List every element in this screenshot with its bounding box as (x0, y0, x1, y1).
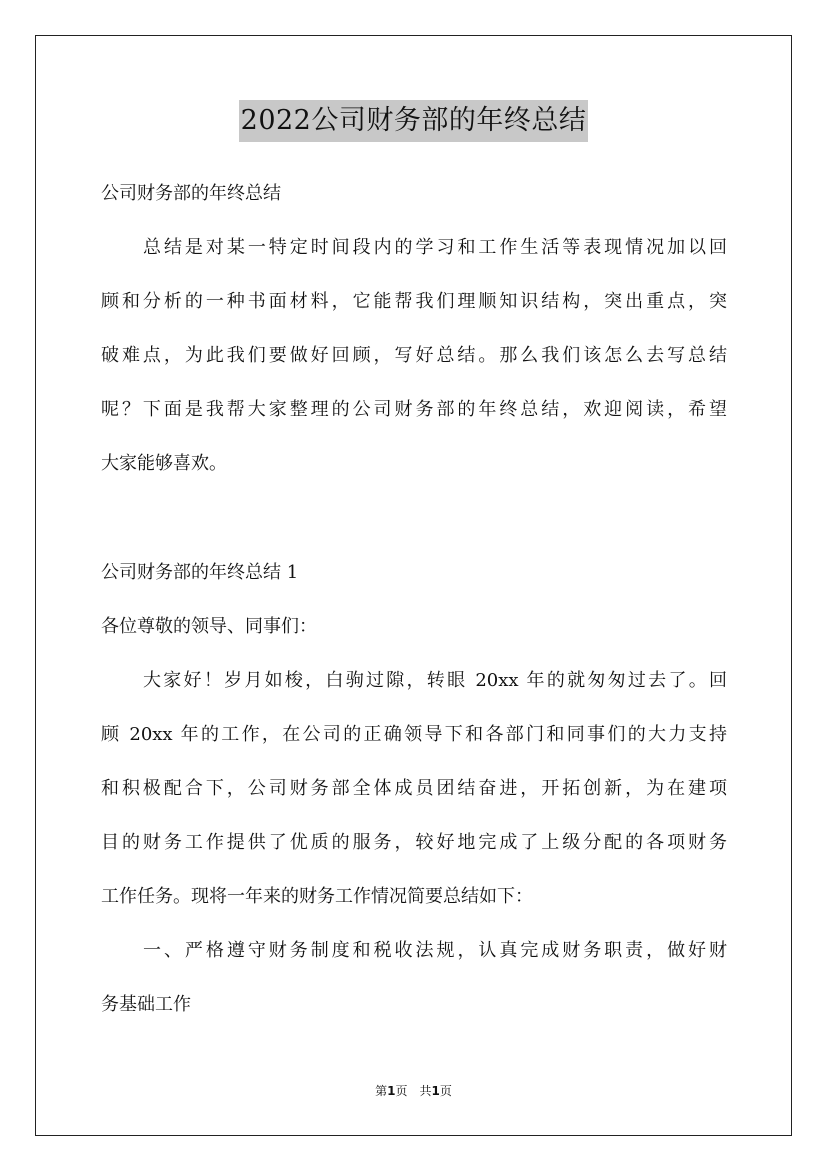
intro-line: 破难点，为此我们要做好回顾，写好总结。那么我们该怎么去写总结 (101, 345, 727, 366)
page-number: 1 (387, 1084, 396, 1098)
para-line: 工作任务。现将一年来的财务工作情况简要总结如下： (101, 886, 533, 907)
title-wrap (0, 100, 827, 142)
intro-line: 呢？下面是我帮大家整理的公司财务部的年终总结，欢迎阅读，希望 (101, 399, 727, 420)
para-line: 目的财务工作提供了优质的服务，较好地完成了上级分配的各项财务 (101, 832, 727, 853)
total-suffix: 页 (439, 1084, 452, 1098)
salutation: 各位尊敬的领导、同事们： (101, 616, 317, 637)
intro-line: 顾和分析的一种书面材料，它能帮我们理顺知识结构，突出重点，突 (101, 291, 727, 312)
para-line: 和积极配合下，公司财务部全体成员团结奋进，开拓创新，为在建项 (101, 778, 727, 799)
point-line: 一、严格遵守财务制度和税收法规，认真完成财务职责，做好财 (143, 940, 727, 961)
page-footer (0, 1083, 827, 1099)
para-line: 大家好！岁月如梭，白驹过隙，转眼 20xx 年的就匆匆过去了。回 (143, 670, 727, 691)
total-pages: 1 (431, 1084, 440, 1098)
section-heading: 公司财务部的年终总结 1 (101, 562, 299, 583)
document-title: 2022公司财务部的年终总结 (239, 100, 589, 142)
intro-line: 总结是对某一特定时间段内的学习和工作生活等表现情况加以回 (143, 237, 727, 258)
intro-line: 大家能够喜欢。 (101, 453, 227, 474)
page-prefix: 第 (375, 1084, 388, 1098)
subtitle: 公司财务部的年终总结 (101, 183, 281, 204)
total-prefix: 共 (419, 1084, 432, 1098)
point-line: 务基础工作 (101, 994, 191, 1015)
para-line: 顾 20xx 年的工作，在公司的正确领导下和各部门和同事们的大力支持 (101, 724, 727, 745)
page-suffix: 页 (395, 1084, 408, 1098)
